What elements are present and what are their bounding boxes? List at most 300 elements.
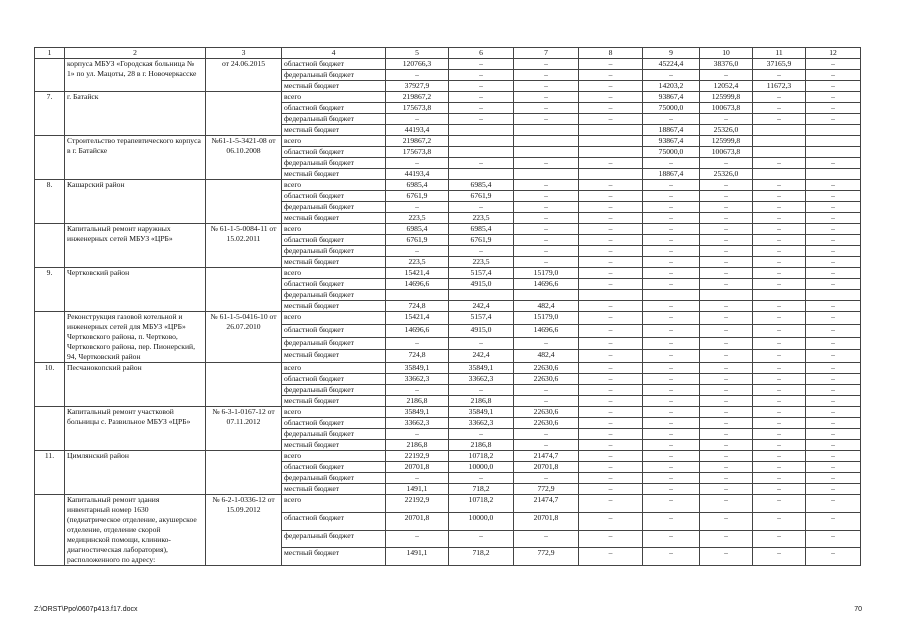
value-cell: 482,4 <box>514 350 579 363</box>
value-cell: – <box>514 246 579 257</box>
budget-source: федеральный бюджет <box>282 202 386 213</box>
value-cell: – <box>806 396 861 407</box>
value-cell: – <box>579 312 643 325</box>
value-cell: – <box>643 70 700 81</box>
value-cell: 10000,0 <box>449 512 514 530</box>
budget-source: местный бюджет <box>282 484 386 495</box>
value-cell: 15421,4 <box>386 312 449 325</box>
value-cell <box>753 169 806 180</box>
value-cell: 35849,1 <box>449 363 514 374</box>
column-number: 9 <box>643 48 700 59</box>
value-cell: – <box>514 191 579 202</box>
object-name: корпуса МБУЗ «Городская больница № 1» по ул. Мацоты, 28 в г. Новочеркасске <box>65 59 206 92</box>
column-number: 2 <box>65 48 206 59</box>
value-cell: 35849,1 <box>386 407 449 418</box>
value-cell: 93867,4 <box>643 136 700 147</box>
value-cell: – <box>643 548 700 566</box>
column-number: 7 <box>514 48 579 59</box>
document-ref <box>206 363 282 407</box>
value-cell: – <box>753 213 806 224</box>
budget-source: всего <box>282 224 386 235</box>
value-cell <box>579 125 643 136</box>
value-cell: – <box>579 418 643 429</box>
value-cell: – <box>700 191 753 202</box>
value-cell: 125999,8 <box>700 136 753 147</box>
value-cell: – <box>753 268 806 279</box>
value-cell: 33662,3 <box>449 418 514 429</box>
table-row <box>35 92 861 103</box>
value-cell: – <box>643 473 700 484</box>
value-cell: 20701,8 <box>514 462 579 473</box>
value-cell: – <box>806 418 861 429</box>
value-cell: 175673,8 <box>386 147 449 158</box>
value-cell: – <box>700 363 753 374</box>
value-cell: – <box>449 70 514 81</box>
value-cell: 22192,9 <box>386 495 449 513</box>
value-cell: 4915,0 <box>449 279 514 290</box>
value-cell <box>643 290 700 301</box>
value-cell: 175673,8 <box>386 103 449 114</box>
value-cell: – <box>514 81 579 92</box>
value-cell: 6985,4 <box>449 180 514 191</box>
value-cell <box>449 136 514 147</box>
value-cell: – <box>386 202 449 213</box>
budget-table <box>34 47 861 566</box>
value-cell: – <box>449 337 514 350</box>
value-cell: 22630,6 <box>514 363 579 374</box>
column-number: 12 <box>806 48 861 59</box>
item-number <box>35 59 65 92</box>
table-row <box>35 136 861 147</box>
value-cell: – <box>753 484 806 495</box>
budget-source: федеральный бюджет <box>282 70 386 81</box>
budget-source: местный бюджет <box>282 81 386 92</box>
value-cell <box>806 290 861 301</box>
budget-source: всего <box>282 268 386 279</box>
value-cell: – <box>643 495 700 513</box>
value-cell: – <box>753 429 806 440</box>
value-cell: – <box>449 385 514 396</box>
value-cell: – <box>386 385 449 396</box>
budget-source: федеральный бюджет <box>282 530 386 548</box>
value-cell: 4915,0 <box>449 324 514 337</box>
value-cell: – <box>514 429 579 440</box>
value-cell: – <box>643 451 700 462</box>
value-cell: – <box>643 224 700 235</box>
value-cell: – <box>806 114 861 125</box>
value-cell: 482,4 <box>514 301 579 312</box>
value-cell: – <box>700 512 753 530</box>
value-cell: – <box>753 324 806 337</box>
value-cell: – <box>643 429 700 440</box>
value-cell: – <box>643 312 700 325</box>
value-cell: – <box>643 512 700 530</box>
value-cell: 33662,3 <box>449 374 514 385</box>
value-cell: 6985,4 <box>386 180 449 191</box>
value-cell: 223,5 <box>449 213 514 224</box>
value-cell: – <box>753 462 806 473</box>
table-row <box>35 224 861 235</box>
value-cell: – <box>700 158 753 169</box>
budget-source: местный бюджет <box>282 440 386 451</box>
budget-source: областной бюджет <box>282 512 386 530</box>
document-ref: № 6-2-1-0336-12 от 15.09.2012 <box>206 495 282 566</box>
value-cell <box>386 290 449 301</box>
value-cell: 44193,4 <box>386 169 449 180</box>
value-cell: 120766,3 <box>386 59 449 70</box>
value-cell: – <box>643 114 700 125</box>
value-cell: – <box>643 407 700 418</box>
value-cell: – <box>700 312 753 325</box>
value-cell: – <box>449 473 514 484</box>
value-cell: – <box>579 92 643 103</box>
value-cell: – <box>700 473 753 484</box>
value-cell <box>449 169 514 180</box>
value-cell: 2186,8 <box>449 440 514 451</box>
value-cell: – <box>753 180 806 191</box>
value-cell: – <box>753 350 806 363</box>
value-cell: – <box>700 114 753 125</box>
table-row <box>35 363 861 374</box>
value-cell: – <box>514 202 579 213</box>
value-cell: 22192,9 <box>386 451 449 462</box>
value-cell: – <box>386 337 449 350</box>
value-cell: – <box>806 484 861 495</box>
value-cell: 10718,2 <box>449 495 514 513</box>
table-row <box>35 495 861 513</box>
value-cell: – <box>386 429 449 440</box>
value-cell: – <box>643 374 700 385</box>
value-cell <box>806 136 861 147</box>
value-cell: 25326,0 <box>700 169 753 180</box>
value-cell: 37927,9 <box>386 81 449 92</box>
value-cell: – <box>579 103 643 114</box>
budget-source: областной бюджет <box>282 147 386 158</box>
value-cell: 22630,6 <box>514 374 579 385</box>
value-cell <box>806 147 861 158</box>
budget-source: местный бюджет <box>282 213 386 224</box>
value-cell: – <box>806 191 861 202</box>
value-cell: – <box>386 473 449 484</box>
item-number <box>35 136 65 180</box>
value-cell: 44193,4 <box>386 125 449 136</box>
value-cell: – <box>643 484 700 495</box>
value-cell: 37165,9 <box>753 59 806 70</box>
object-name: Реконструкция газовой котельной и инженерных сетей для МБУЗ «ЦРБ» Чертковского района, п. Чертково, Чертковского района, пер. Пионерский, 94, Чертковский район <box>65 312 206 363</box>
value-cell: – <box>753 191 806 202</box>
value-cell: 20701,8 <box>386 462 449 473</box>
value-cell: – <box>753 279 806 290</box>
value-cell: – <box>449 246 514 257</box>
value-cell: – <box>643 158 700 169</box>
value-cell: – <box>579 530 643 548</box>
value-cell: – <box>700 246 753 257</box>
value-cell: – <box>643 246 700 257</box>
value-cell: 14696,6 <box>386 324 449 337</box>
value-cell: – <box>386 114 449 125</box>
value-cell: 242,4 <box>449 301 514 312</box>
value-cell: 718,2 <box>449 484 514 495</box>
value-cell <box>449 125 514 136</box>
budget-source: федеральный бюджет <box>282 337 386 350</box>
value-cell: – <box>700 235 753 246</box>
document-ref <box>206 92 282 136</box>
value-cell: – <box>806 440 861 451</box>
value-cell: 14696,6 <box>386 279 449 290</box>
value-cell: 219867,2 <box>386 92 449 103</box>
value-cell: – <box>700 337 753 350</box>
item-name: г. Батайск <box>65 92 206 136</box>
value-cell: – <box>806 337 861 350</box>
value-cell: – <box>700 396 753 407</box>
value-cell: – <box>806 224 861 235</box>
item-name: Песчанокопский район <box>65 363 206 407</box>
column-number: 10 <box>700 48 753 59</box>
value-cell: – <box>700 451 753 462</box>
value-cell: – <box>753 440 806 451</box>
value-cell: 6761,9 <box>386 235 449 246</box>
value-cell: – <box>700 279 753 290</box>
value-cell: 6985,4 <box>386 224 449 235</box>
value-cell: – <box>514 180 579 191</box>
value-cell: – <box>386 530 449 548</box>
value-cell: – <box>514 396 579 407</box>
value-cell: – <box>806 312 861 325</box>
budget-source: всего <box>282 92 386 103</box>
item-number <box>35 312 65 363</box>
budget-source: областной бюджет <box>282 462 386 473</box>
value-cell: – <box>700 548 753 566</box>
value-cell: 18867,4 <box>643 125 700 136</box>
value-cell: – <box>700 70 753 81</box>
budget-source: федеральный бюджет <box>282 158 386 169</box>
budget-source: местный бюджет <box>282 350 386 363</box>
value-cell: – <box>579 59 643 70</box>
value-cell: 21474,7 <box>514 451 579 462</box>
document-ref: от 24.06.2015 <box>206 59 282 92</box>
value-cell: – <box>700 180 753 191</box>
value-cell: – <box>700 530 753 548</box>
item-number <box>35 495 65 566</box>
document-ref: № 61-1-5-0084-11 от 15.02.2011 <box>206 224 282 268</box>
value-cell: – <box>753 235 806 246</box>
value-cell: – <box>753 114 806 125</box>
value-cell: – <box>753 257 806 268</box>
value-cell: – <box>386 70 449 81</box>
value-cell: 100673,8 <box>700 103 753 114</box>
value-cell: – <box>753 202 806 213</box>
value-cell: – <box>753 396 806 407</box>
value-cell: 724,8 <box>386 350 449 363</box>
budget-source: всего <box>282 451 386 462</box>
budget-source: областной бюджет <box>282 103 386 114</box>
value-cell: 100673,8 <box>700 147 753 158</box>
value-cell: 2186,8 <box>386 440 449 451</box>
value-cell: – <box>514 257 579 268</box>
value-cell: – <box>579 224 643 235</box>
value-cell: 219867,2 <box>386 136 449 147</box>
value-cell: – <box>806 103 861 114</box>
value-cell: – <box>806 462 861 473</box>
budget-source: областной бюджет <box>282 279 386 290</box>
table-row <box>35 407 861 418</box>
value-cell <box>514 136 579 147</box>
value-cell: 6761,9 <box>386 191 449 202</box>
item-number: 8. <box>35 180 65 224</box>
document-ref: №61-1-5-3421-08 от 06.10.2008 <box>206 136 282 180</box>
value-cell: – <box>514 235 579 246</box>
table-row <box>35 312 861 325</box>
table-row <box>35 180 861 191</box>
value-cell: 5157,4 <box>449 312 514 325</box>
value-cell: – <box>386 246 449 257</box>
budget-source: всего <box>282 180 386 191</box>
value-cell: – <box>700 418 753 429</box>
value-cell: – <box>753 495 806 513</box>
value-cell: – <box>806 246 861 257</box>
budget-source: областной бюджет <box>282 418 386 429</box>
value-cell: 724,8 <box>386 301 449 312</box>
value-cell: 10718,2 <box>449 451 514 462</box>
value-cell <box>579 169 643 180</box>
value-cell: – <box>514 530 579 548</box>
value-cell: 25326,0 <box>700 125 753 136</box>
value-cell: – <box>806 235 861 246</box>
value-cell: – <box>700 374 753 385</box>
value-cell: – <box>579 202 643 213</box>
value-cell: 223,5 <box>449 257 514 268</box>
value-cell: 1491,1 <box>386 484 449 495</box>
item-name: Чертковский район <box>65 268 206 312</box>
value-cell: – <box>579 512 643 530</box>
value-cell: – <box>449 530 514 548</box>
value-cell: – <box>753 385 806 396</box>
value-cell: – <box>806 92 861 103</box>
value-cell: 772,9 <box>514 548 579 566</box>
value-cell: – <box>579 396 643 407</box>
column-number: 8 <box>579 48 643 59</box>
value-cell <box>806 125 861 136</box>
value-cell: – <box>579 158 643 169</box>
value-cell: – <box>806 385 861 396</box>
value-cell: – <box>579 350 643 363</box>
column-number: 5 <box>386 48 449 59</box>
value-cell: – <box>753 92 806 103</box>
value-cell: – <box>700 429 753 440</box>
value-cell: – <box>514 103 579 114</box>
value-cell: – <box>579 114 643 125</box>
column-number: 3 <box>206 48 282 59</box>
value-cell <box>753 147 806 158</box>
value-cell: – <box>753 512 806 530</box>
value-cell: 22630,6 <box>514 418 579 429</box>
budget-source: областной бюджет <box>282 324 386 337</box>
value-cell: – <box>806 70 861 81</box>
value-cell <box>449 290 514 301</box>
value-cell: 35849,1 <box>386 363 449 374</box>
value-cell: 14696,6 <box>514 324 579 337</box>
table-row <box>35 451 861 462</box>
value-cell: – <box>806 407 861 418</box>
budget-source: местный бюджет <box>282 301 386 312</box>
budget-source: областной бюджет <box>282 59 386 70</box>
value-cell: – <box>753 418 806 429</box>
budget-source: федеральный бюджет <box>282 385 386 396</box>
value-cell <box>514 169 579 180</box>
value-cell: 125999,8 <box>700 92 753 103</box>
object-name: Капитальный ремонт участковой больницы с. Развильное МБУЗ «ЦРБ» <box>65 407 206 451</box>
value-cell: – <box>579 462 643 473</box>
object-name: Строительство терапевтического корпуса в г. Батайске <box>65 136 206 180</box>
value-cell: – <box>643 257 700 268</box>
document-ref: № 6-3-1-0167-12 от 07.11.2012 <box>206 407 282 451</box>
value-cell: 11672,3 <box>753 81 806 92</box>
value-cell: 6985,4 <box>449 224 514 235</box>
value-cell: – <box>579 548 643 566</box>
document-ref <box>206 451 282 495</box>
value-cell: – <box>806 301 861 312</box>
value-cell: – <box>579 235 643 246</box>
value-cell: – <box>579 180 643 191</box>
value-cell: – <box>806 429 861 440</box>
value-cell: – <box>579 70 643 81</box>
value-cell: 14696,6 <box>514 279 579 290</box>
budget-source: всего <box>282 407 386 418</box>
column-number: 1 <box>35 48 65 59</box>
value-cell: – <box>579 451 643 462</box>
value-cell: – <box>753 70 806 81</box>
value-cell: 1491,1 <box>386 548 449 566</box>
value-cell: – <box>514 385 579 396</box>
value-cell: – <box>449 81 514 92</box>
value-cell: – <box>806 530 861 548</box>
item-number: 10. <box>35 363 65 407</box>
value-cell: – <box>449 114 514 125</box>
value-cell: – <box>449 59 514 70</box>
value-cell: 22630,6 <box>514 407 579 418</box>
value-cell: 45224,4 <box>643 59 700 70</box>
value-cell: 15421,4 <box>386 268 449 279</box>
value-cell: 14203,2 <box>643 81 700 92</box>
value-cell: – <box>700 462 753 473</box>
value-cell: – <box>643 350 700 363</box>
value-cell: – <box>806 257 861 268</box>
budget-source: областной бюджет <box>282 235 386 246</box>
value-cell: – <box>579 279 643 290</box>
value-cell <box>514 125 579 136</box>
value-cell: – <box>643 213 700 224</box>
document-page <box>34 47 860 566</box>
value-cell: – <box>753 407 806 418</box>
value-cell: – <box>579 257 643 268</box>
value-cell: – <box>514 59 579 70</box>
value-cell: – <box>514 158 579 169</box>
column-number: 11 <box>753 48 806 59</box>
value-cell: – <box>806 279 861 290</box>
value-cell: – <box>643 418 700 429</box>
value-cell: – <box>806 180 861 191</box>
value-cell: – <box>449 158 514 169</box>
value-cell: – <box>579 473 643 484</box>
value-cell: – <box>643 440 700 451</box>
value-cell: – <box>700 350 753 363</box>
value-cell: – <box>579 363 643 374</box>
budget-source: федеральный бюджет <box>282 429 386 440</box>
value-cell: – <box>700 268 753 279</box>
budget-source: областной бюджет <box>282 374 386 385</box>
value-cell: 6761,9 <box>449 235 514 246</box>
value-cell: – <box>753 548 806 566</box>
